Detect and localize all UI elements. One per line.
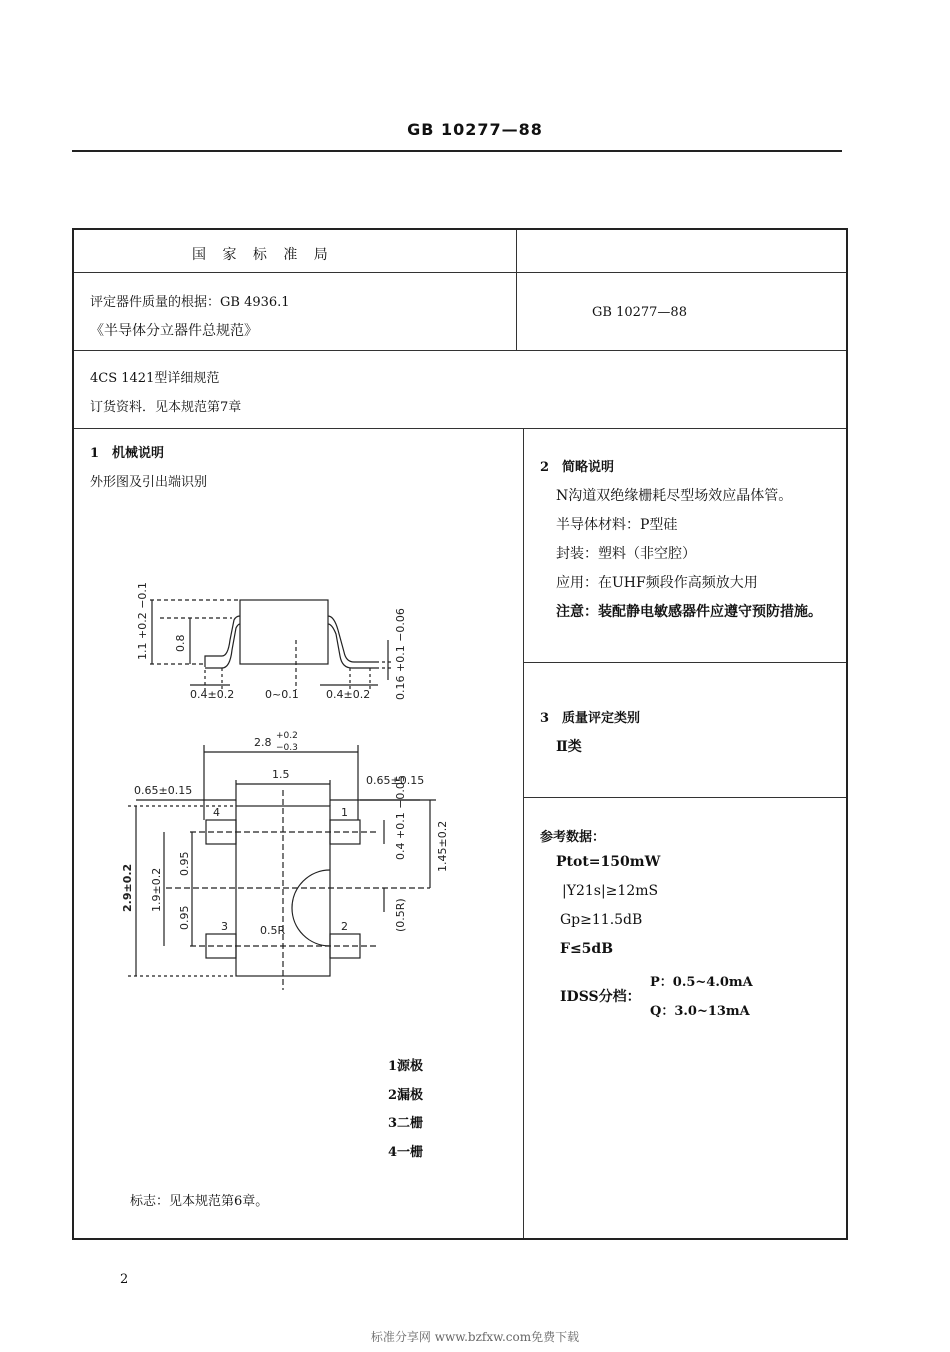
ref-ptot: Ptot=150mW: [556, 854, 661, 870]
section2-line2: 半导体材料：P型硅: [556, 517, 678, 533]
pin-number-2: 2: [341, 920, 348, 933]
pin-number-4: 4: [213, 806, 220, 819]
ref-gp: Gp≥11.5dB: [560, 912, 643, 928]
watermark: 标准分享网 www.bzfxw.com免费下载: [370, 1330, 580, 1344]
section2-line3: 封装：塑料（非空腔）: [556, 546, 696, 562]
dim-pitch: 1.5: [272, 768, 290, 781]
spec-line1: 4CS 1421型详细规范: [90, 371, 220, 386]
dim-left-offset: 0.4±0.2: [190, 688, 235, 701]
dim-standoff: 0~0.1: [265, 688, 299, 701]
dim-lead-thickness: 0.16 +0.1 −0.06: [394, 608, 407, 700]
pin-number-3: 3: [221, 920, 228, 933]
dim-radius: 0.5R: [260, 924, 286, 937]
dim-height-total: 1.1 +0.2 −0.1: [136, 582, 149, 660]
dim-right-offset: 0.4±0.2: [326, 688, 371, 701]
pin-legend-3: 3二栅: [388, 1116, 424, 1131]
ref-idss-q: Q：3.0~13mA: [650, 1004, 750, 1019]
page-number: 2: [120, 1272, 129, 1287]
section2-heading: 2 简略说明: [540, 460, 615, 475]
quality-basis-line1: 评定器件质量的根据：GB 4936.1: [90, 295, 290, 310]
section2-line5: 注意：装配静电敏感器件应遵守预防措施。: [556, 604, 822, 620]
ref-noise-figure: F≤5dB: [560, 941, 614, 957]
dim-body-height: 0.8: [174, 634, 187, 652]
dim-inner-height: 1.9±0.2: [150, 867, 163, 912]
cutout-arc: [292, 870, 330, 946]
reference-heading: 参考数据：: [540, 830, 606, 845]
issuer-name: 国 家 标 准 局: [192, 247, 334, 263]
section1-heading: 1 机械说明: [90, 446, 165, 461]
pin-legend-1: 1源极: [388, 1059, 424, 1074]
ref-y21s: |Y21s|≥12mS: [562, 883, 659, 899]
dim-width-main: 2.8: [254, 736, 272, 749]
dim-pad: 0.4 +0.1 −0.05: [394, 775, 407, 860]
side-left-lead-inner: [205, 624, 240, 668]
marking-note: 标志：见本规范第6章。: [130, 1194, 269, 1209]
dim-right-height: 1.45±0.2: [436, 820, 449, 872]
dim-upper-pitch: 0.95: [178, 851, 191, 876]
section2-line4: 应用：在UHF频段作高频放大用: [556, 575, 758, 591]
pin-legend-2: 2漏极: [388, 1088, 424, 1103]
ref-idss-label: IDSS分档：: [560, 989, 641, 1005]
dim-cutout-offset: (0.5R): [394, 898, 407, 932]
pin-legend-4: 4一栅: [388, 1145, 424, 1160]
side-left-lead: [205, 616, 240, 664]
page-header-title: GB 10277—88: [407, 120, 543, 139]
section2-line1: N沟道双绝缘栅耗尽型场效应晶体管。: [556, 488, 793, 504]
side-body: [240, 600, 328, 664]
quality-basis-line2: 《半导体分立器件总规范》: [90, 323, 258, 339]
quality-category: Ⅱ类: [556, 739, 582, 755]
dim-total-height: 2.9±0.2: [121, 863, 134, 912]
spec-line2: 订货资料．见本规范第7章: [90, 400, 242, 415]
dim-width-tol-top: +0.2: [276, 731, 298, 741]
dim-lower-pitch: 0.95: [178, 905, 191, 930]
side-right-lead: [328, 616, 376, 662]
section3-heading: 3 质量评定类别: [540, 711, 641, 726]
dim-width-tol-bottom: −0.3: [276, 743, 298, 753]
section1-subtitle: 外形图及引出端识别: [90, 475, 208, 490]
dim-left-lead: 0.65±0.15: [134, 784, 193, 797]
standard-number: GB 10277—88: [592, 305, 687, 320]
dim-right-lead: 0.65±0.15: [366, 774, 425, 787]
pin-number-1: 1: [341, 806, 348, 819]
ref-idss-p: P：0.5~4.0mA: [650, 975, 753, 990]
